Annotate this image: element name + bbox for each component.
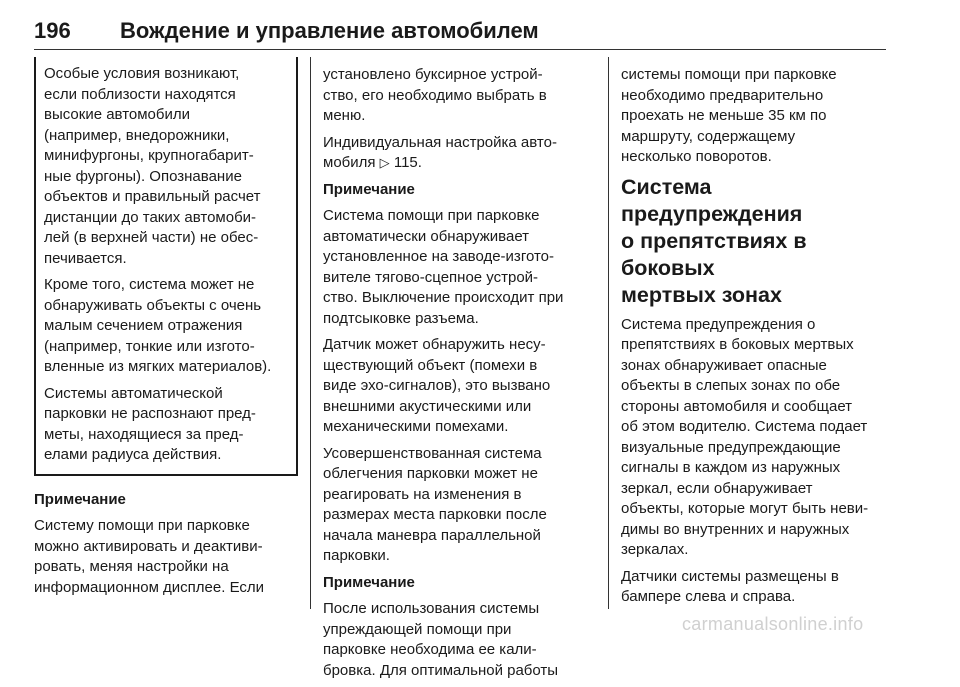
note-block <box>323 573 593 682</box>
paragraph: Датчики системы размещены в бампере слева и справа. <box>621 567 839 605</box>
chapter-title: Вождение и управление автомобилем <box>120 18 539 43</box>
warning-paragraph: Кроме того, система может не обнаруживать объекты с очень малым сечением отражения (например, тонкие или изгото- вленные из мягких материалов). <box>44 276 272 375</box>
page-number: 196 <box>34 18 71 43</box>
page-reference[interactable]: 115. <box>393 154 422 171</box>
paragraph: системы помощи при парковке необходимо предварительно проехать не меньше 35 км по маршруту, содержащему несколько поворотов. <box>621 66 837 165</box>
page-header <box>34 18 886 50</box>
column-divider <box>608 57 609 609</box>
note-title: Примечание <box>323 573 415 591</box>
note-text: Систему помощи при парковке можно активировать и деактиви- ровать, меняя настройки на информационном дисплее. Если <box>34 517 265 596</box>
warning-paragraph: Особые условия возникают, если поблизости находятся высокие автомобили (например, внедорожники, минифургоны, крупногабарит- ные фургоны). Опознавание объектов и правильный расчет дистанции до таких автомоби- лей (в верхней части) не обес- печивается. <box>44 65 261 267</box>
column-divider <box>310 57 311 609</box>
paragraph-text: Индивидуальная настройка авто- мобиля <box>323 133 557 171</box>
paragraph: установлено буксирное устрой- ство, его необходимо выбрать в меню. <box>323 66 547 124</box>
watermark: carmanualsonline.info <box>682 614 864 634</box>
section-heading: Система предупреждения о препятствиях в боковых мертвых зонах <box>621 174 807 307</box>
paragraph <box>323 133 593 174</box>
warning-paragraph: Системы автоматической парковки не распознают пред- меты, находящиеся за пред- елами радиуса действия. <box>44 384 256 463</box>
column-1 <box>34 57 296 604</box>
triangle-ref-icon: ▷ <box>379 155 390 170</box>
warning-box <box>34 57 298 476</box>
note-block <box>323 180 593 330</box>
note-title: Примечание <box>34 490 126 508</box>
note-block <box>34 490 296 599</box>
column-3 <box>621 65 891 614</box>
header-rule <box>34 49 886 50</box>
note-text: После использования системы упреждающей помощи при парковке необходима ее кали- бровка. Для оптимальной работы <box>323 600 559 679</box>
note-text: Система помощи при парковке автоматически обнаруживает установленное на заводе-изгото- вителе тягово-сцепное устрой- ство. Выключение происходит при подтсыковке разъема. <box>323 207 564 327</box>
column-2 <box>323 65 593 687</box>
paragraph: Усовершенствованная система облегчения парковки может не реагировать на изменения в размерах места парковки после начала маневра параллельной парковки. <box>323 444 547 564</box>
paragraph: Датчик может обнаружить несу- ществующий объект (помехи в виде эхо-сигналов), это вызвано внешними акустическими или механическими помехами. <box>323 336 551 435</box>
note-title: Примечание <box>323 180 415 198</box>
paragraph: Система предупреждения о препятствиях в боковых мертвых зонах обнаруживает опасные объекты в слепых зонах по обе стороны автомобиля и сообщает об этом водителю. Система подает визуальные предупреждающие сигналы в каждом из наружных зеркал, если обнаруживает объекты, которые могут быть неви- димы во внутренних и наружных зеркалах. <box>621 315 869 558</box>
